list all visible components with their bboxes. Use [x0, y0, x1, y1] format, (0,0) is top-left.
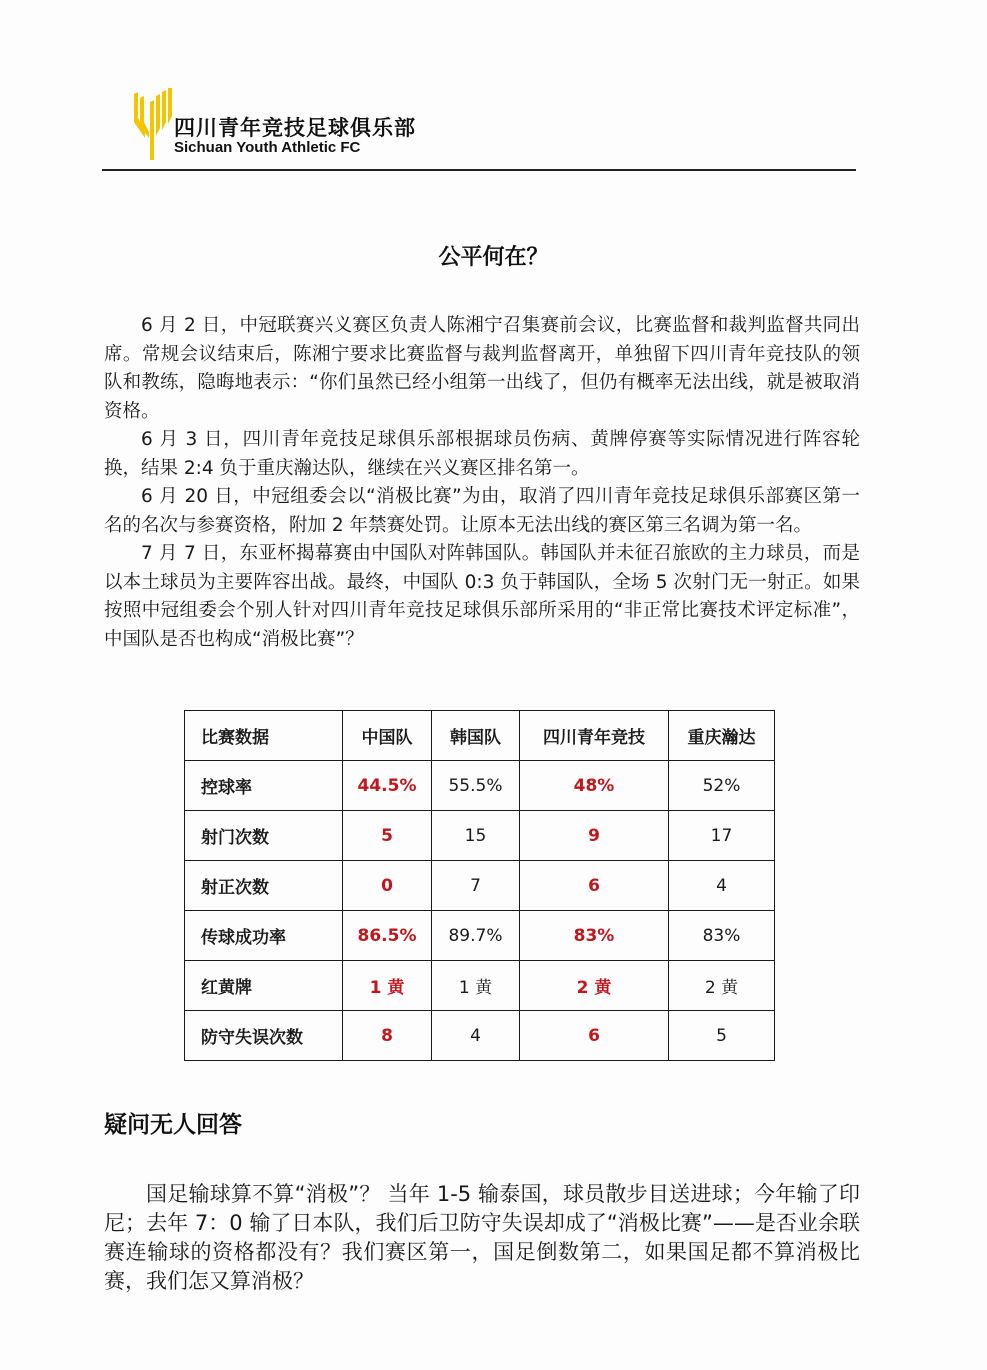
- table-cell: 5: [343, 811, 432, 861]
- table-row: [185, 961, 775, 1011]
- row-label: 防守失误次数: [185, 1011, 343, 1061]
- table-header-cell: 比赛数据: [185, 711, 343, 761]
- table-cell: 5: [669, 1011, 775, 1061]
- table-cell: 7: [432, 861, 520, 911]
- section-heading: 疑问无人回答: [104, 1112, 242, 1138]
- table-cell: 4: [432, 1011, 520, 1061]
- table-cell: 9: [520, 811, 669, 861]
- table-header-cell: 韩国队: [432, 711, 520, 761]
- table-cell: 86.5%: [343, 911, 432, 961]
- paragraph: 国足输球算不算“消极”？ 当年 1-5 输泰国，球员散步目送进球；今年输了印尼；去年 7：0 输了日本队，我们后卫防守失误却成了“消极比赛”——是否业余联赛连输球的资格都没有？我们赛区第一，国足倒数第二，如果国足都不算消极比赛，我们怎又算消极？: [104, 1182, 860, 1293]
- table-header-cell: 四川青年竞技: [520, 711, 669, 761]
- club-header: [132, 88, 532, 160]
- table-cell: 0: [343, 861, 432, 911]
- table-cell: 6: [520, 1011, 669, 1061]
- row-label: 传球成功率: [185, 911, 343, 961]
- table-cell: 48%: [520, 761, 669, 811]
- row-label: 控球率: [185, 761, 343, 811]
- table-cell: 89.7%: [432, 911, 520, 961]
- table-cell: 44.5%: [343, 761, 432, 811]
- table-cell: 15: [432, 811, 520, 861]
- statement-body: [104, 312, 860, 654]
- club-logo-icon: [132, 88, 178, 160]
- table-row: [185, 811, 775, 861]
- table-cell: 17: [669, 811, 775, 861]
- closing-paragraph: [104, 1180, 860, 1296]
- table-cell: 1 黄: [343, 961, 432, 1011]
- match-stats-table: [184, 710, 775, 1061]
- table-header-cell: 重庆瀚达: [669, 711, 775, 761]
- row-label: 射门次数: [185, 811, 343, 861]
- table-header-cell: 中国队: [343, 711, 432, 761]
- table-cell: 83%: [520, 911, 669, 961]
- table-cell: 83%: [669, 911, 775, 961]
- row-label: 红黄牌: [185, 961, 343, 1011]
- table-row: [185, 1011, 775, 1061]
- row-label: 射正次数: [185, 861, 343, 911]
- table-row: [185, 911, 775, 961]
- table-cell: 55.5%: [432, 761, 520, 811]
- table-cell: 52%: [669, 761, 775, 811]
- table-row: [185, 861, 775, 911]
- table-cell: 4: [669, 861, 775, 911]
- table-cell: 2 黄: [669, 961, 775, 1011]
- paragraph: 7 月 7 日，东亚杯揭幕赛由中国队对阵韩国队。韩国队并未征召旅欧的主力球员，而是以本土球员为主要阵容出战。最终，中国队 0:3 负于韩国队，全场 5 次射门无一射正。如果按照中冠组委会个别人针对四川青年竞技足球俱乐部所采用的“非正常比赛技术评定标准”，中国队是否也构成“消极比赛”？: [104, 543, 860, 650]
- paragraph: 6 月 20 日，中冠组委会以“消极比赛”为由，取消了四川青年竞技足球俱乐部赛区第一名的名次与参赛资格，附加 2 年禁赛处罚。让原本无法出线的赛区第三名调为第一名。: [104, 486, 860, 536]
- table-cell: 1 黄: [432, 961, 520, 1011]
- page-title: 公平何在？: [438, 245, 549, 270]
- table-cell: 2 黄: [520, 961, 669, 1011]
- table-cell: 8: [343, 1011, 432, 1061]
- table-cell: 6: [520, 861, 669, 911]
- table-header-row: [185, 711, 775, 761]
- paragraph: 6 月 3 日，四川青年竞技足球俱乐部根据球员伤病、黄牌停赛等实际情况进行阵容轮换，结果 2:4 负于重庆瀚达队，继续在兴义赛区排名第一。: [104, 429, 860, 479]
- header-divider: [102, 169, 856, 171]
- club-name-chinese: 四川青年竞技足球俱乐部: [174, 116, 416, 140]
- club-name-english: Sichuan Youth Athletic FC: [174, 139, 361, 156]
- paragraph: 6 月 2 日，中冠联赛兴义赛区负责人陈湘宁召集赛前会议，比赛监督和裁判监督共同出席。常规会议结束后，陈湘宁要求比赛监督与裁判监督离开，单独留下四川青年竞技队的领队和教练，隐晦地表示：“你们虽然已经小组第一出线了，但仍有概率无法出线，就是被取消资格。: [104, 315, 860, 422]
- table-row: [185, 761, 775, 811]
